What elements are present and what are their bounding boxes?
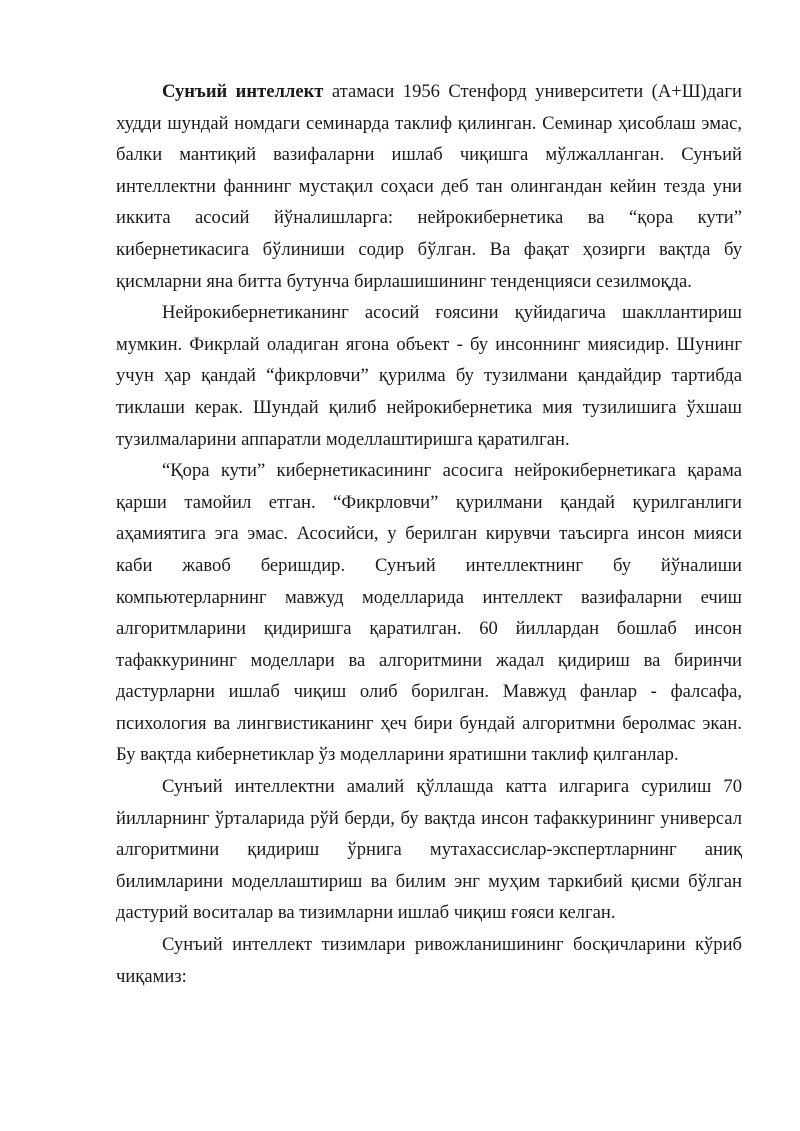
- paragraph-1-lead-term: Сунъий интеллект: [162, 81, 324, 102]
- paragraph-2: Нейрокибернетиканинг асосий ғоясини қуйидагича шакллантириш мумкин. Фикрлай оладиган ягона объект - бу инсоннинг миясидир. Шунинг учун ҳар қандай “фикрловчи” қурилма бу тузилмани қандайдир тартибда тиклаши керак. Шундай қилиб нейрокибернетика мия тузилишига ўхшаш тузилмаларини аппаратли моделлаштиришга қаратилган.: [116, 302, 742, 450]
- paragraph-4: Сунъий интеллектни амалий қўллашда катта илгарига сурилиш 70 йилларнинг ўрталарида рўй берди, бу вақтда инсон тафаккурининг универсал алгоритмини қидириш ўрнига мутахассислар-экспертларнинг аниқ билимларини моделлаштириш ва билим энг муҳим таркибий қисми бўлган дастурий воситалар ва тизимларни ишлаб чиқиш ғояси келган.: [116, 776, 742, 924]
- document-body: [116, 76, 742, 992]
- paragraph-1-text: атамаси 1956 Стенфорд университети (А+Ш)даги худди шундай номдаги семинарда таклиф қилинган. Семинар ҳисоблаш эмас, балки мантиқий вазифаларни ишлаб чиқишга мўлжалланган. Сунъий интеллектни фаннинг мустақил соҳаси деб тан олингандан кейин тезда уни иккита асосий йўналишларга: нейрокибернетика ва “қора кути” кибернетикасига бўлиниши содир бўлган. Ва фақат ҳозирги вақтда бу қисмларни яна битта бутунча бирлашишининг тенденцияси сезилмоқда.: [116, 81, 742, 292]
- paragraph-3: “Қора кути” кибернетикасининг асосига нейрокибернетикага қарама қарши тамойил етган. “Фикрловчи” қурилмани қандай қурилганлиги аҳамиятига эга эмас. Асосийси, у берилган кирувчи таъсирга инсон мияси каби жавоб беришдир. Сунъий интеллектнинг бу йўналиши компьютерларнинг мавжуд моделларида интеллект вазифаларни ечиш алгоритмларини қидиришга қаратилган. 60 йиллардан бошлаб инсон тафаккурининг моделлари ва алгоритмини жадал қидириш ва биринчи дастурларни ишлаб чиқиш олиб борилган. Мавжуд фанлар - фалсафа, психология ва лингвистиканинг ҳеч бири бундай алгоритмни беролмас экан. Бу вақтда кибернетиклар ўз моделларини яратишни таклиф қилганлар.: [116, 460, 742, 766]
- paragraph-1: [116, 76, 742, 297]
- paragraph-5: Сунъий интеллект тизимлари ривожланишининг босқичларини кўриб чиқамиз:: [116, 934, 742, 987]
